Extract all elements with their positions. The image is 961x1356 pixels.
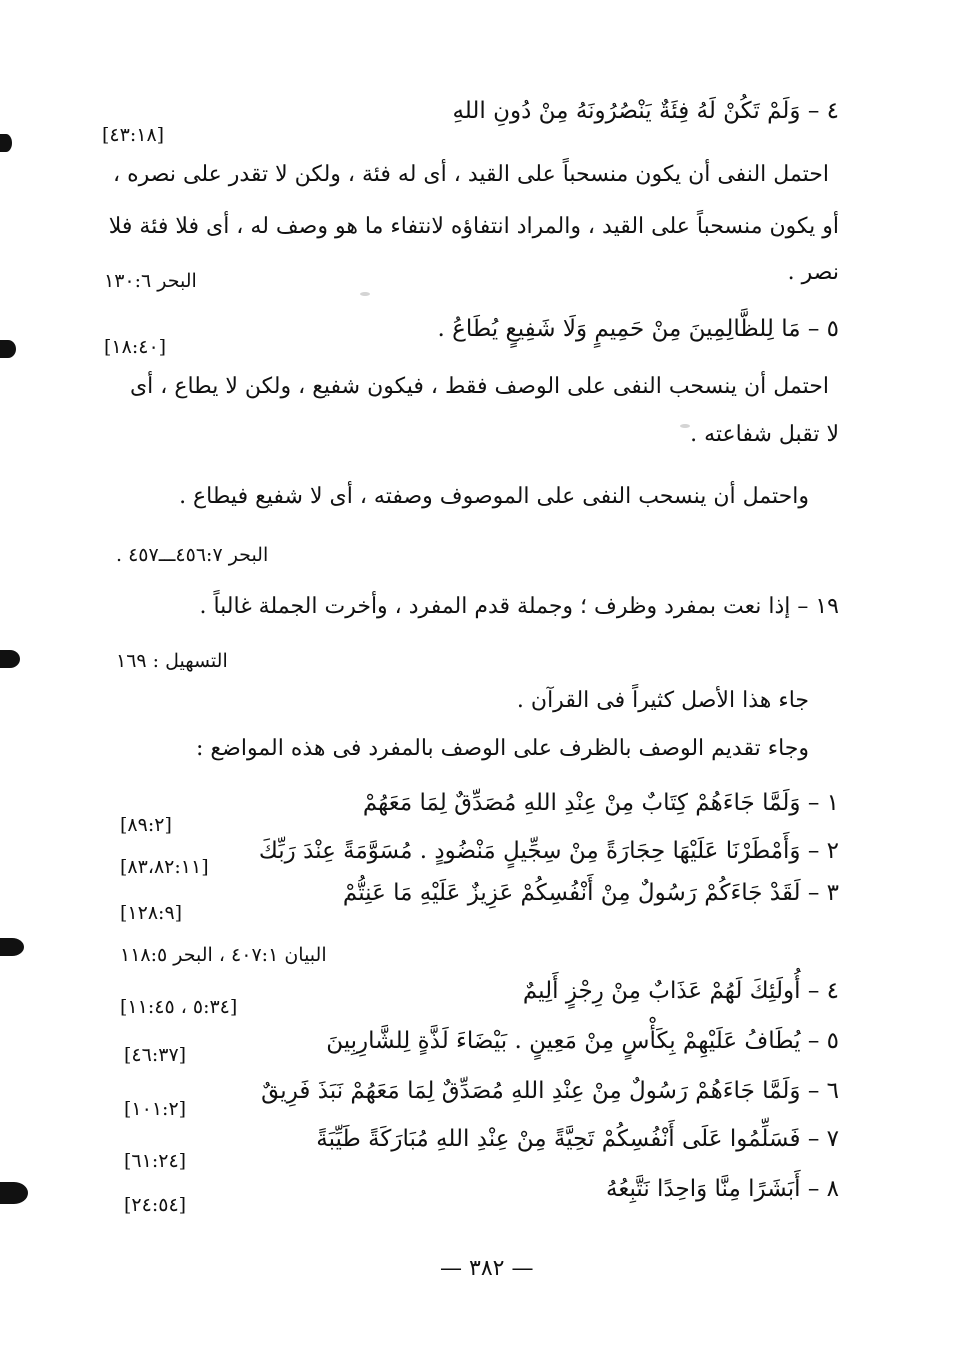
paragraph-line: واحتمل أن ينسحب النفى على الموصوف وصفته ، أى لا شفيع فيطاع . [179,484,809,509]
scan-speck [360,292,370,296]
verse-reference: [٨٣،٨٢:١١] [120,856,209,878]
verse-reference: [١٨:٤٠] [104,336,167,358]
paragraph-line: جاء هذا الأصل كثيراً فى القرآن . [516,688,809,713]
verse-reference: [٨٩:٢] [120,814,172,836]
page-number: — ٣٨٢ — [440,1256,534,1281]
scan-mark [0,134,12,152]
paragraph-line: لا تقبل شفاعته . [690,422,839,447]
paragraph-line: أو يكون منسحباً على القيد ، والمراد انتفاؤه لانتفاء ما هو وصف له ، أى فلا فئة فلا [108,214,839,239]
scan-mark [0,340,16,358]
scan-mark [0,650,20,668]
verse-line: ٥ – مَا لِلظَّالِمِينَ مِنْ حَمِيمٍ وَلَا شَفِيعٍ يُطَاعُ . [437,316,839,342]
rule-heading: ١٩ – إذا نعت بمفرد وظرف ؛ وجملة قدم المفرد ، وأخرت الجملة غالباً . [199,594,839,619]
source-citation: البحر ١٣٠:٦ [104,270,197,292]
verse-reference: [٥:٣٤ ، ١١:٤٥] [120,996,238,1018]
verse-line: ٣ – لَقَدْ جَاءَكُمْ رَسُولٌ مِنْ أَنْفُسِكُمْ عَزِيزٌ عَلَيْهِ مَا عَنِتُّمْ [342,880,839,906]
paragraph-line: وجاء تقديم الوصف بالظرف على الوصف بالمفرد فى هذه المواضع : [196,736,809,761]
verse-reference: [٦١:٢٤] [124,1150,187,1172]
scan-mark [0,1182,28,1204]
verse-reference: [١٠١:٢] [124,1098,187,1120]
verse-line: ٨ – أَبَشَرًا مِنَّا وَاحِدًا نَتَّبِعُهُ [606,1176,839,1202]
verse-reference: [٤٣:١٨] [102,124,165,146]
verse-line: ٧ – فَسَلِّمُوا عَلَى أَنْفُسِكُمْ تَحِيَّةً مِنْ عِنْدِ اللهِ مُبَارَكَةً طَيِّبَةً [316,1126,839,1152]
paragraph-line: نصر . [787,260,839,285]
verse-line: ٥ – يُطَافُ عَلَيْهِمْ بِكَأْسٍ مِنْ مَعِينٍ . بَيْضَاءَ لَذَّةٍ لِلشَّارِبِينَ [326,1028,839,1054]
verse-reference: [١٢٨:٩] [120,902,183,924]
verse-line: ٤ – أُولَئِكَ لَهُمْ عَذَابٌ مِنْ رِجْزٍ أَلِيمٌ [522,978,839,1004]
source-citation: التسهيل : ١٦٩ [116,650,228,672]
source-citation: البيان ٤٠٧:١ ، البحر ١١٨:٥ [120,944,327,966]
verse-line: ٦ – وَلَمَّا جَاءَهُمْ رَسُولٌ مِنْ عِنْدِ اللهِ مُصَدِّقٌ لِمَا مَعَهُمْ نَبَذَ فَرِيقٌ [261,1078,839,1104]
scan-mark [0,938,24,956]
paragraph-line: احتمل النفى أن يكون منسحباً على القيد ، أى له فئة ، ولكن لا تقدر على نصره ، [113,162,829,187]
paragraph-line: احتمل أن ينسحب النفى على الوصف فقط ، فيكون شفيع ، ولكن لا يطاع ، أى [129,374,829,399]
verse-line: ٤ – وَلَمْ تَكُنْ لَهُ فِئَةٌ يَنْصُرُونَهُ مِنْ دُونِ اللهِ [452,98,839,124]
source-citation: البحر ٤٥٦:٧ـــ٤٥٧ . [116,544,269,566]
verse-line: ١ – وَلَمَّا جَاءَهُمْ كِتَابٌ مِنْ عِنْدِ اللهِ مُصَدِّقٌ لِمَا مَعَهُمْ [362,790,839,816]
scan-speck [680,424,690,428]
verse-reference: [٤٦:٣٧] [124,1044,187,1066]
verse-line: ٢ – وَأَمْطَرْنَا عَلَيْهَا حِجَارَةً مِنْ سِجِّيلٍ مَنْضُودٍ . مُسَوَّمَةً عِنْدَ رَبِّكَ [258,838,839,864]
verse-reference: [٢٤:٥٤] [124,1194,187,1216]
